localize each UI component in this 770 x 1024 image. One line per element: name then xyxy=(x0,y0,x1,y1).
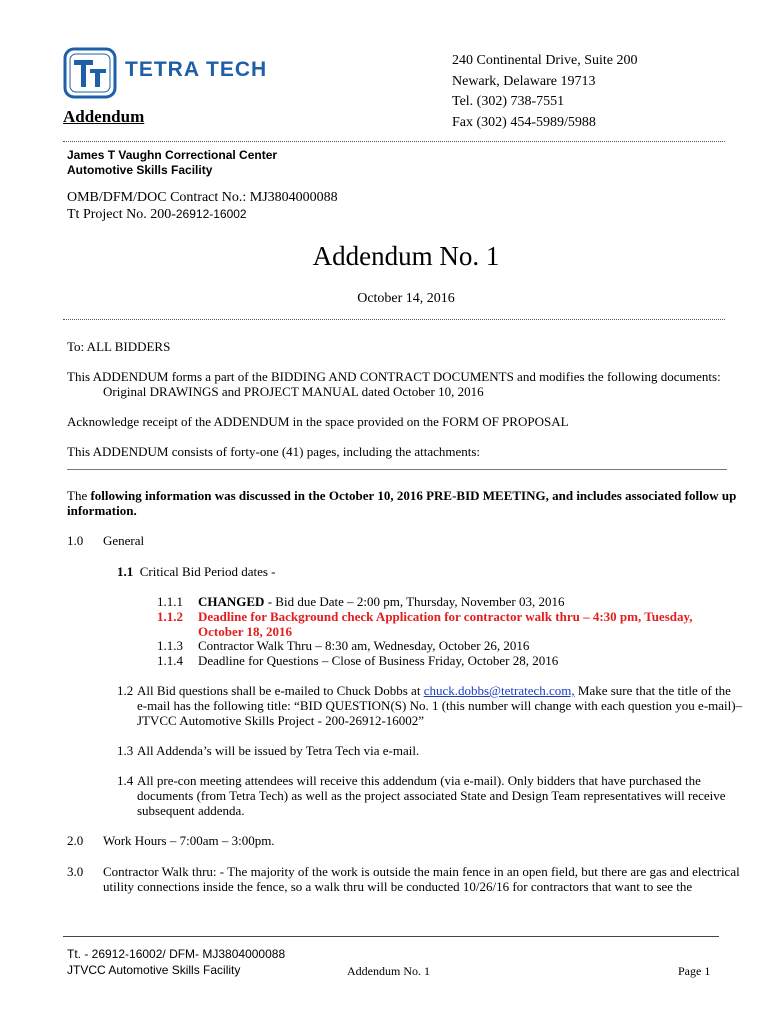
section-2-text: Work Hours – 7:00am – 3:00pm. xyxy=(103,833,275,848)
brand-name: TETRA TECH xyxy=(125,58,268,81)
intro-line1: This ADDENDUM forms a part of the BIDDING AND CONTRACT DOCUMENTS and modifies the following documents: xyxy=(67,369,721,384)
address-line: Newark, Delaware 19713 xyxy=(452,73,596,89)
header-divider xyxy=(63,141,725,142)
footer-reference: Tt. - 26912-16002/ DFM- MJ3804000088 xyxy=(67,947,286,961)
addendum-title: Addendum No. 1 xyxy=(312,241,500,271)
section-1-3-number: 1.3 xyxy=(117,743,134,758)
company-address xyxy=(452,51,637,133)
date-item-text-cont: October 18, 2016 xyxy=(198,624,292,639)
footer-divider xyxy=(63,936,719,937)
section-1-4-line3: subsequent addenda. xyxy=(137,803,245,818)
doc-label: Addendum xyxy=(63,107,145,126)
page-count-line: This ADDENDUM consists of forty-one (41) pages, including the attachments: xyxy=(67,444,481,459)
project-number-suffix: 26912-16002 xyxy=(175,207,247,221)
intro-line2: Original DRAWINGS and PROJECT MANUAL dated October 10, 2016 xyxy=(103,384,484,399)
project-name-line1: James T Vaughn Correctional Center xyxy=(67,148,278,162)
page-number: Page 1 xyxy=(678,964,711,978)
section-1-2-text: All Bid questions shall be e-mailed to Chuck Dobbs at xyxy=(137,683,424,698)
section-1-2-line3: JTVCC Automotive Skills Project - 200-26912-16002” xyxy=(137,713,425,728)
section-1-1-heading xyxy=(117,564,276,580)
section-1-number: 1.0 xyxy=(67,533,84,548)
recipient-line: To: ALL BIDDERS xyxy=(67,339,171,354)
footer-project-name: JTVCC Automotive Skills Facility xyxy=(67,963,241,977)
section-2-number: 2.0 xyxy=(67,833,84,848)
section-1-4-number: 1.4 xyxy=(117,773,134,788)
section-3-line2: utility connections inside the fence, so a walk thru will be conducted 10/26/16 for contractors that want to see the xyxy=(103,879,693,894)
addendum-date: October 14, 2016 xyxy=(357,291,455,306)
section-1-2-line1 xyxy=(137,683,731,699)
section-1-3-text: All Addenda’s will be issued by Tetra Tech via e-mail. xyxy=(137,743,420,758)
section-1-2-line2: e-mail has the following title: “BID QUESTION(S) No. 1 (this number will change with each question you e-mail)– xyxy=(137,698,743,713)
email-link[interactable]: chuck.dobbs@tetratech.com, xyxy=(423,683,575,698)
acknowledge-line: Acknowledge receipt of the ADDENDUM in the space provided on the FORM OF PROPOSAL xyxy=(67,414,569,429)
section-1-4-line2: documents (from Tetra Tech) as well as the project associated State and Design Team representatives will receive xyxy=(137,788,726,803)
section-1-title: General xyxy=(103,533,145,548)
date-item-text: Deadline for Background check Application for contractor walk thru – 4:30 pm, Tuesday, xyxy=(198,609,693,624)
section-3-line1: Contractor Walk thru: - The majority of the work is outside the main fence in an open field, but there are gas and electrical xyxy=(103,864,740,879)
date-item-detail: - Bid due Date – 2:00 pm, Thursday, November 03, 2016 xyxy=(264,594,565,609)
contract-number: OMB/DFM/DOC Contract No.: MJ3804000088 xyxy=(67,190,338,205)
footer-doc-title: Addendum No. 1 xyxy=(347,964,430,978)
section-3-number: 3.0 xyxy=(67,864,84,879)
address-line: Fax (302) 454-5989/5988 xyxy=(452,114,596,130)
changed-flag: CHANGED xyxy=(198,594,265,609)
project-name-line2: Automotive Skills Facility xyxy=(67,163,213,177)
info-prefix: The xyxy=(67,488,91,503)
section-1-4-line1: All pre-con meeting attendees will receive this addendum (via e-mail). Only bidders that have purchased the xyxy=(137,773,701,788)
address-line: 240 Continental Drive, Suite 200 xyxy=(452,53,638,68)
tetra-tech-logo xyxy=(63,47,117,99)
date-item-text xyxy=(198,594,565,610)
section-1-1-number: 1.1 xyxy=(117,564,134,579)
date-item-text: Deadline for Questions – Close of Business Friday, October 28, 2016 xyxy=(198,653,559,668)
section-1-2-number: 1.2 xyxy=(117,683,134,698)
project-number xyxy=(67,205,247,224)
project-number-prefix: Tt Project No. 200- xyxy=(67,207,176,222)
info-bold-text: following information was discussed in the October 10, 2016 PRE-BID MEETING, and includes associated follow up xyxy=(90,488,737,503)
date-item-number: 1.1.1 xyxy=(157,594,183,609)
date-item-number: 1.1.4 xyxy=(157,653,183,668)
title-divider xyxy=(63,319,725,320)
section-1-2-text-post: Make sure that the title of the xyxy=(574,683,731,698)
tetra-tech-logo-mark xyxy=(63,47,117,99)
body-divider xyxy=(67,469,727,470)
address-line: Tel. (302) 738-7551 xyxy=(452,94,565,109)
date-item-number: 1.1.2 xyxy=(157,609,183,624)
info-line2: information. xyxy=(67,503,137,518)
date-item-text: Contractor Walk Thru – 8:30 am, Wednesday, October 26, 2016 xyxy=(198,638,530,653)
section-1-1-title: Critical Bid Period dates - xyxy=(139,564,276,579)
date-item-number: 1.1.3 xyxy=(157,638,183,653)
info-line1 xyxy=(67,488,736,504)
